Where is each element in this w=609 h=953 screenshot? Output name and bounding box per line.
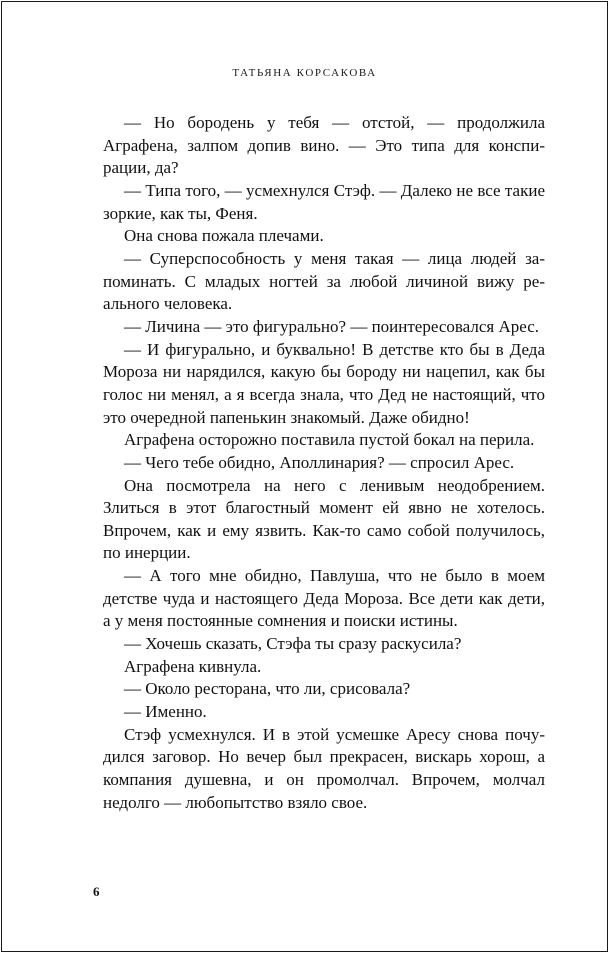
paragraph: — И фигурально, и буквально! В детстве кто бы в Деда Мороза ни нарядился, какую бы бороду ни нацепил, как бы голос ни менял, а я всегда знала, что Дед не настоящий, что это очередной папенькин знакомый. Даже обидно! xyxy=(103,339,545,427)
running-header: ТАТЬЯНА КОРСАКОВА xyxy=(232,67,377,79)
paragraph: Аграфена осторожно поставила пустой бокал на перила. xyxy=(124,430,535,450)
paragraph: — Около ресторана, что ли, срисовала? xyxy=(124,679,411,699)
paragraph: Стэф усмехнулся. И в этой усмешке Аресу снова почудился заговор. Но вечер был прекрасен, вискарь хорош, а компания душевна, и он промолчал. Впрочем, молчал недолго — любопытство взяло свое. xyxy=(103,724,545,812)
paragraph: — Хочешь сказать, Стэфа ты сразу раскусила? xyxy=(124,634,462,654)
paragraph: Она снова пожала плечами. xyxy=(124,226,324,246)
paragraph: — А того мне обидно, Павлуша, что не было в моем детстве чуда и настоящего Деда Мороза. Все дети как дети, а у меня постоянные сомнения и поиски истины. xyxy=(103,566,545,631)
paragraph: Она посмотрела на него с ленивым неодобрением. Злиться в этот благостный момент ей явно не хотелось. Впрочем, как и ему язвить. Как-то само собой получилось, по инерции. xyxy=(103,475,545,563)
body-text xyxy=(103,112,545,814)
paragraph: Аграфена кивнула. xyxy=(124,656,262,676)
page-number: 6 xyxy=(93,884,100,899)
paragraph: — Чего тебе обидно, Аполлинария? — спросил Арес. xyxy=(124,452,515,472)
paragraph: — Типа того, — усмехнулся Стэф. — Далеко не все такие зоркие, как ты, Феня. xyxy=(103,180,545,223)
paragraph: — Именно. xyxy=(124,702,207,722)
paragraph: — Личина — это фигурально? — поинтересовался Арес. xyxy=(124,316,539,336)
paragraph: — Но бородень у тебя — отстой, — продолжила Аграфена, залпом допив вино. — Это типа для конспирации, да? xyxy=(103,113,545,178)
paragraph: — Суперспособность у меня такая — лица людей запоминать. С младых ногтей за любой личиной вижу реального человека. xyxy=(103,248,545,314)
